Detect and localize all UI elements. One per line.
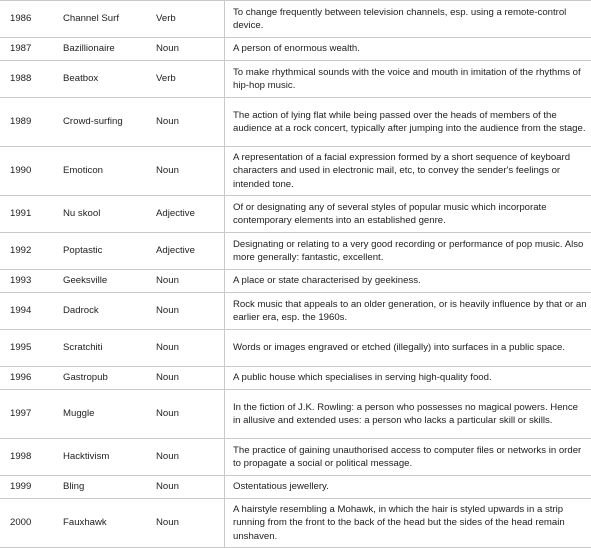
- word-cell: Crowd-surfing: [60, 98, 155, 147]
- year-cell: 1995: [0, 330, 60, 367]
- word-cell: Scratchiti: [60, 330, 155, 367]
- part-of-speech-cell: Noun: [155, 439, 225, 476]
- year-cell: 1999: [0, 476, 60, 499]
- part-of-speech-cell: Noun: [155, 293, 225, 330]
- word-cell: Hacktivism: [60, 439, 155, 476]
- definition-cell: Designating or relating to a very good recording or performance of pop music. Also more generally: fantastic, excellent.: [225, 233, 591, 270]
- table-row: [0, 61, 591, 98]
- part-of-speech-cell: Adjective: [155, 196, 225, 233]
- part-of-speech-cell: Noun: [155, 98, 225, 147]
- definition-cell: A representation of a facial expression formed by a short sequence of keyboard characters and used in electronic mail, etc, to convey the sender's feelings or intended tone.: [225, 147, 591, 196]
- word-cell: Dadrock: [60, 293, 155, 330]
- definition-cell: Words or images engraved or etched (illegally) into surfaces in a public space.: [225, 330, 591, 367]
- part-of-speech-cell: Noun: [155, 147, 225, 196]
- definition-cell: Of or designating any of several styles of popular music which incorporate contemporary elements into an established genre.: [225, 196, 591, 233]
- table-row: [0, 270, 591, 293]
- word-cell: Nu skool: [60, 196, 155, 233]
- definition-cell: In the fiction of J.K. Rowling: a person who possesses no magical powers. Hence in allusive and extended uses: a person who lacks a particular skill or skills.: [225, 390, 591, 439]
- year-cell: 1993: [0, 270, 60, 293]
- year-cell: 1997: [0, 390, 60, 439]
- table-row: [0, 1, 591, 38]
- part-of-speech-cell: Verb: [155, 61, 225, 98]
- part-of-speech-cell: Noun: [155, 367, 225, 390]
- year-cell: 1996: [0, 367, 60, 390]
- word-cell: Muggle: [60, 390, 155, 439]
- word-cell: Beatbox: [60, 61, 155, 98]
- table-row: [0, 196, 591, 233]
- word-cell: Gastropub: [60, 367, 155, 390]
- word-cell: Emoticon: [60, 147, 155, 196]
- table-row: [0, 330, 591, 367]
- year-cell: 1987: [0, 38, 60, 61]
- table-row: [0, 390, 591, 439]
- word-cell: Channel Surf: [60, 1, 155, 38]
- part-of-speech-cell: Noun: [155, 499, 225, 548]
- part-of-speech-cell: Noun: [155, 476, 225, 499]
- year-cell: 2000: [0, 499, 60, 548]
- part-of-speech-cell: Noun: [155, 38, 225, 61]
- year-cell: 1990: [0, 147, 60, 196]
- year-cell: 1992: [0, 233, 60, 270]
- part-of-speech-cell: Noun: [155, 390, 225, 439]
- word-cell: Poptastic: [60, 233, 155, 270]
- table-row: [0, 293, 591, 330]
- word-cell: Fauxhawk: [60, 499, 155, 548]
- word-cell: Geeksville: [60, 270, 155, 293]
- part-of-speech-cell: Noun: [155, 270, 225, 293]
- table-row: [0, 98, 591, 147]
- definition-cell: A person of enormous wealth.: [225, 38, 591, 61]
- definition-cell: Rock music that appeals to an older generation, or is heavily influence by that or an earlier era, esp. the 1960s.: [225, 293, 591, 330]
- year-cell: 1986: [0, 1, 60, 38]
- definition-cell: A public house which specialises in serving high-quality food.: [225, 367, 591, 390]
- table-row: [0, 439, 591, 476]
- year-cell: 1991: [0, 196, 60, 233]
- definition-cell: To change frequently between television channels, esp. using a remote-control device.: [225, 1, 591, 38]
- table-row: [0, 476, 591, 499]
- year-cell: 1994: [0, 293, 60, 330]
- table-row: [0, 499, 591, 548]
- table-row: [0, 38, 591, 61]
- table-row: [0, 233, 591, 270]
- part-of-speech-cell: Adjective: [155, 233, 225, 270]
- definition-cell: A place or state characterised by geekiness.: [225, 270, 591, 293]
- definition-cell: Ostentatious jewellery.: [225, 476, 591, 499]
- year-cell: 1989: [0, 98, 60, 147]
- year-cell: 1998: [0, 439, 60, 476]
- word-cell: Bazillionaire: [60, 38, 155, 61]
- year-cell: 1988: [0, 61, 60, 98]
- table-row: [0, 147, 591, 196]
- definition-cell: The practice of gaining unauthorised access to computer files or networks in order to propagate a social or political message.: [225, 439, 591, 476]
- definition-cell: The action of lying flat while being passed over the heads of members of the audience at a rock concert, typically after jumping into the audience from the stage.: [225, 98, 591, 147]
- part-of-speech-cell: Verb: [155, 1, 225, 38]
- word-cell: Bling: [60, 476, 155, 499]
- definition-cell: To make rhythmical sounds with the voice and mouth in imitation of the rhythms of hip-hop music.: [225, 61, 591, 98]
- part-of-speech-cell: Noun: [155, 330, 225, 367]
- definition-cell: A hairstyle resembling a Mohawk, in which the hair is styled upwards in a strip running from the front to the back of the head but the sides of the head remain unshaven.: [225, 499, 591, 548]
- table-row: [0, 367, 591, 390]
